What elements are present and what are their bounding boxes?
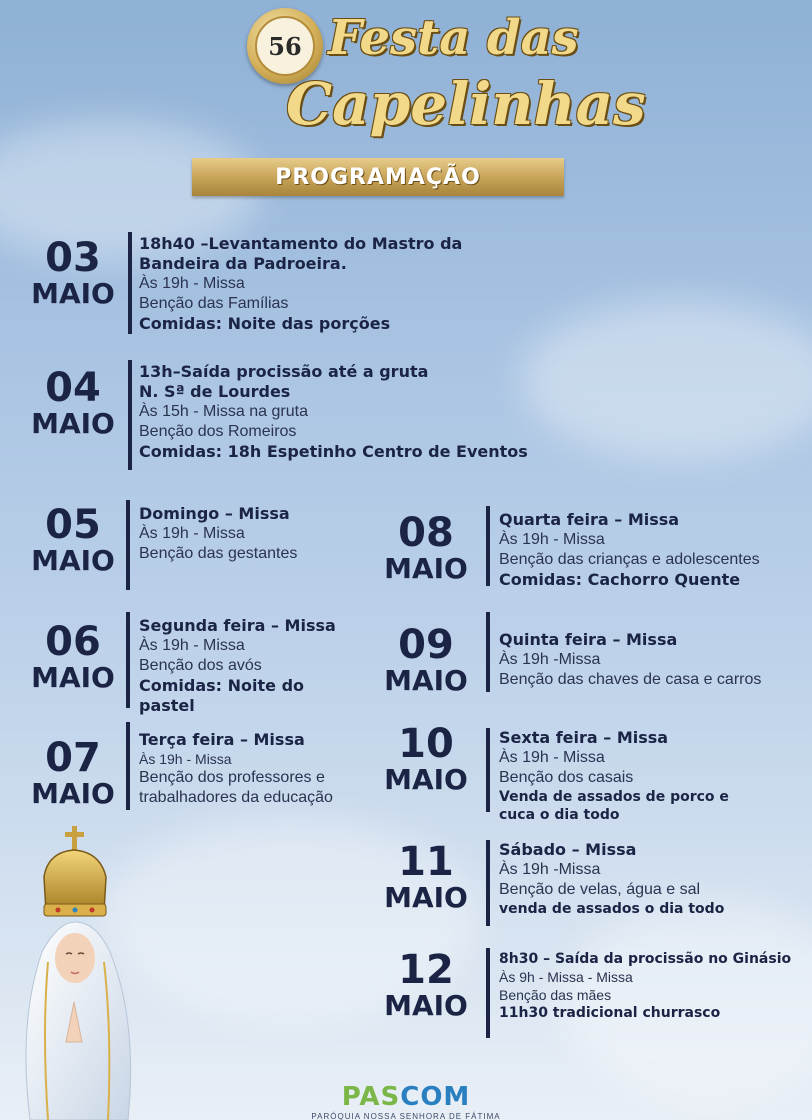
event-highlight-line: pastel: [139, 696, 195, 715]
event-detail-line: Às 19h - Missa: [499, 749, 605, 766]
event-highlight-line: Comidas: Cachorro Quente: [499, 570, 741, 589]
event-divider: [126, 722, 130, 810]
event-highlight-line: Terça feira – Missa: [139, 730, 305, 749]
event-date: [16, 235, 130, 310]
event-month: MAIO: [31, 777, 115, 810]
event-details: [499, 510, 760, 590]
our-lady-of-fatima-statue: [8, 822, 158, 1120]
event-month: MAIO: [384, 664, 468, 697]
title-line-1: Festa das: [328, 10, 579, 66]
event-highlight-line: 8h30 – Saída da procissão no Ginásio: [499, 951, 792, 967]
event-day: 07: [45, 735, 101, 781]
event-detail-line: Benção dos casais: [499, 769, 634, 786]
event-divider: [128, 360, 132, 470]
event-detail-line: Benção das Famílias: [139, 295, 289, 312]
event-detail-line: Benção dos avós: [139, 657, 262, 674]
event-highlight-line: 18h40 –Levantamento do Mastro da: [139, 234, 463, 253]
event-day: 05: [45, 502, 101, 548]
pascom-logo: [326, 1082, 486, 1112]
event-details: [499, 728, 729, 824]
event-date: [376, 947, 476, 1022]
event-highlight-line: Segunda feira – Missa: [139, 616, 336, 635]
event-details: [139, 234, 462, 334]
event-divider: [486, 948, 490, 1038]
event-date: [16, 365, 130, 440]
event-detail-line: Benção dos professores e: [139, 769, 325, 786]
event-detail-line: Às 19h - Missa: [139, 275, 245, 292]
event-day: 03: [45, 235, 101, 281]
event-detail-line: Às 19h - Missa: [139, 751, 232, 767]
event-day: 10: [398, 721, 454, 767]
event-day: 06: [45, 619, 101, 665]
event-divider: [486, 612, 490, 692]
event-highlight-line: Comidas: 18h Espetinho Centro de Eventos: [139, 442, 528, 461]
event-day: 04: [45, 365, 101, 411]
event-month: MAIO: [31, 661, 115, 694]
event-highlight-line: Sábado – Missa: [499, 840, 637, 859]
event-detail-line: Às 19h - Missa: [139, 637, 245, 654]
event-divider: [126, 500, 130, 590]
event-detail-line: Às 19h - Missa: [139, 525, 245, 542]
event-date: [16, 502, 130, 577]
event-highlight-line: Bandeira da Padroeira.: [139, 254, 347, 273]
event-highlight-line: 11h30 tradicional churrasco: [499, 1005, 721, 1021]
event-detail-line: Às 19h - Missa: [499, 531, 605, 548]
event-date: [16, 619, 130, 694]
event-highlight-line: Quarta feira – Missa: [499, 510, 680, 529]
event-detail-line: Benção dos Romeiros: [139, 423, 297, 440]
event-month: MAIO: [384, 881, 468, 914]
event-details: [139, 730, 333, 808]
pascom-logo-part1: PAS: [341, 1082, 401, 1112]
event-divider: [126, 612, 130, 708]
event-day: 12: [398, 947, 454, 993]
event-day: 08: [398, 510, 454, 556]
anniversary-badge-inner: [255, 16, 315, 76]
event-month: MAIO: [384, 552, 468, 585]
event-divider: [128, 232, 132, 334]
event-divider: [486, 840, 490, 926]
title-line-2: Capelinhas: [286, 70, 646, 138]
event-month: MAIO: [31, 544, 115, 577]
event-day: 09: [398, 622, 454, 668]
event-highlight-line: Comidas: Noite do: [139, 676, 305, 695]
event-date: [376, 510, 476, 585]
event-details: [499, 950, 791, 1022]
event-details: [139, 504, 297, 564]
event-highlight-line: Comidas: Noite das porções: [139, 314, 391, 333]
event-highlight-line: cuca o dia todo: [499, 807, 620, 823]
parish-name: PARÓQUIA NOSSA SENHORA DE FÁTIMA: [311, 1112, 501, 1120]
event-detail-line: Benção das mães: [499, 987, 612, 1003]
pascom-logo-part2: COM: [400, 1082, 471, 1112]
event-highlight-line: N. Sª de Lourdes: [139, 382, 291, 401]
event-highlight-line: Venda de assados de porco e: [499, 789, 729, 805]
event-detail-line: Benção das chaves de casa e carros: [499, 671, 762, 688]
event-details: [139, 616, 336, 716]
event-highlight-line: Domingo – Missa: [139, 504, 290, 523]
event-date: [376, 721, 476, 796]
event-detail-line: Benção de velas, água e sal: [499, 881, 701, 898]
event-day: 11: [398, 839, 454, 885]
event-details: [499, 630, 761, 690]
event-detail-line: Às 19h -Missa: [499, 861, 601, 878]
event-highlight-line: venda de assados o dia todo: [499, 901, 725, 917]
banner-text: PROGRAMAÇÃO: [275, 164, 481, 190]
event-highlight-line: Quinta feira – Missa: [499, 630, 678, 649]
event-detail-line: Às 9h - Missa - Missa: [499, 969, 633, 985]
event-date: [376, 622, 476, 697]
event-highlight-line: 13h–Saída procissão até a gruta: [139, 362, 429, 381]
programacao-banner: [192, 158, 564, 196]
anniversary-number: 56: [268, 31, 302, 61]
event-month: MAIO: [384, 763, 468, 796]
event-month: MAIO: [31, 407, 115, 440]
event-detail-line: Benção das crianças e adolescentes: [499, 551, 760, 568]
event-detail-line: Às 15h - Missa na gruta: [139, 403, 308, 420]
event-date: [376, 839, 476, 914]
event-month: MAIO: [384, 989, 468, 1022]
event-details: [499, 840, 724, 918]
event-detail-line: trabalhadores da educação: [139, 789, 333, 806]
event-divider: [486, 506, 490, 586]
cloud: [520, 300, 812, 460]
event-detail-line: Benção das gestantes: [139, 545, 298, 562]
event-month: MAIO: [31, 277, 115, 310]
event-date: [16, 735, 130, 810]
event-divider: [486, 728, 490, 812]
event-details: [139, 362, 528, 462]
event-highlight-line: Sexta feira – Missa: [499, 728, 669, 747]
event-detail-line: Às 19h -Missa: [499, 651, 601, 668]
